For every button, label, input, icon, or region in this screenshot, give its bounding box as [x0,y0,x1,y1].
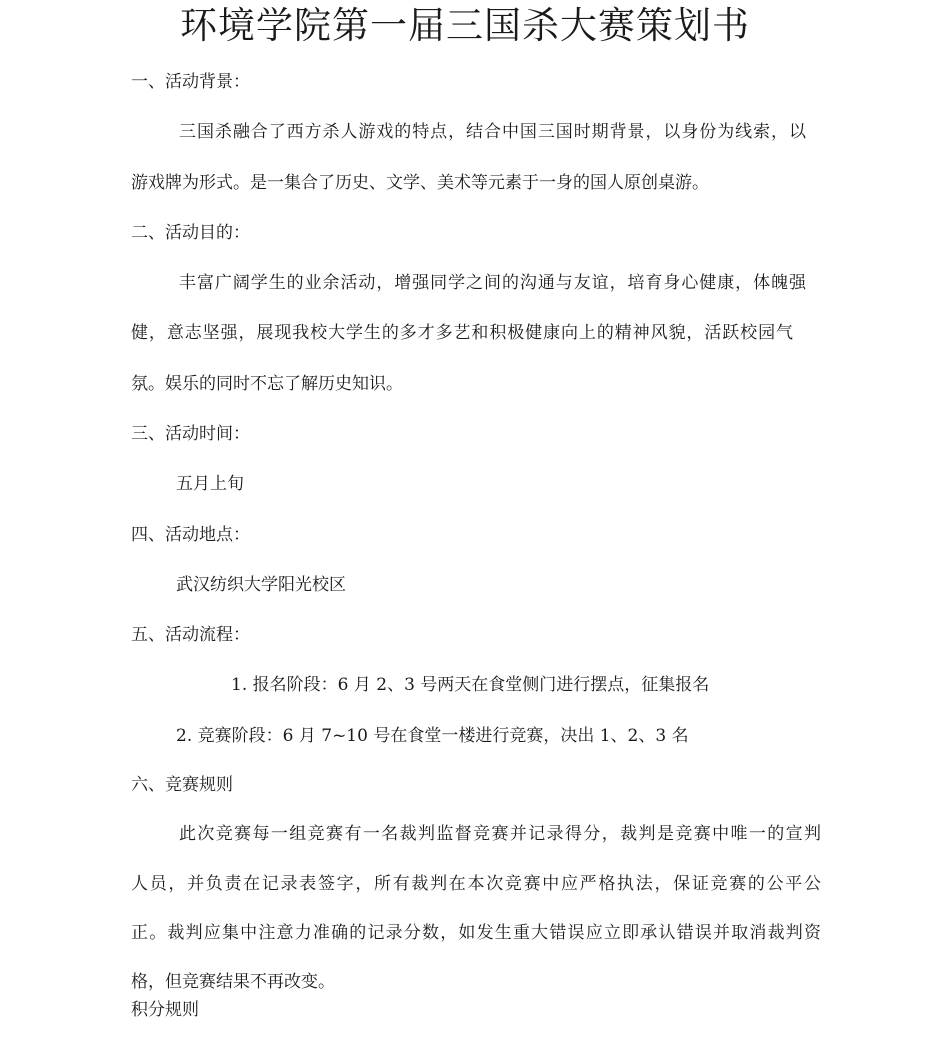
paragraph-line: 人员，并负责在记录表签字，所有裁判在本次竞赛中应严格执法，保证竞赛的公平公 [131,874,821,894]
paragraph-line: 正。裁判应集中注意力准确的记录分数，如发生重大错误应立即承认错误并取消裁判资 [131,923,821,943]
section-heading-purpose: 二、活动目的： [131,223,250,243]
section-heading-background: 一、活动背景： [131,72,250,92]
section-heading-location: 四、活动地点： [131,525,250,545]
section-heading-rules: 六、竞赛规则 [131,775,233,795]
process-step: 1. 报名阶段：6 月 2、3 号两天在食堂侧门进行摆点，征集报名 [231,675,710,695]
paragraph-line: 丰富广阔学生的业余活动，增强同学之间的沟通与友谊，培育身心健康，体魄强 [179,273,806,293]
paragraph-line: 健，意志坚强，展现我校大学生的多才多艺和积极健康向上的精神风貌，活跃校园气 [131,323,793,343]
section-heading-scoring: 积分规则 [131,1000,199,1020]
paragraph-line: 格，但竞赛结果不再改变。 [131,972,335,992]
document-title: 环境学院第一届三国杀大赛策划书 [180,4,750,47]
paragraph-line: 氛。娱乐的同时不忘了解历史知识。 [131,374,403,394]
paragraph-line: 三国杀融合了西方杀人游戏的特点，结合中国三国时期背景，以身份为线索，以 [179,122,806,142]
paragraph-line: 游戏牌为形式。是一集合了历史、文学、美术等元素于一身的国人原创桌游。 [131,173,709,193]
activity-location-value: 武汉纺织大学阳光校区 [176,575,346,595]
section-heading-process: 五、活动流程： [131,625,250,645]
process-step: 2. 竞赛阶段：6 月 7~10 号在食堂一楼进行竞赛，决出 1、2、3 名 [176,726,689,746]
section-heading-time: 三、活动时间： [131,424,250,444]
activity-time-value: 五月上旬 [176,474,244,494]
paragraph-line: 此次竞赛每一组竞赛有一名裁判监督竞赛并记录得分，裁判是竞赛中唯一的宣判 [179,824,821,844]
